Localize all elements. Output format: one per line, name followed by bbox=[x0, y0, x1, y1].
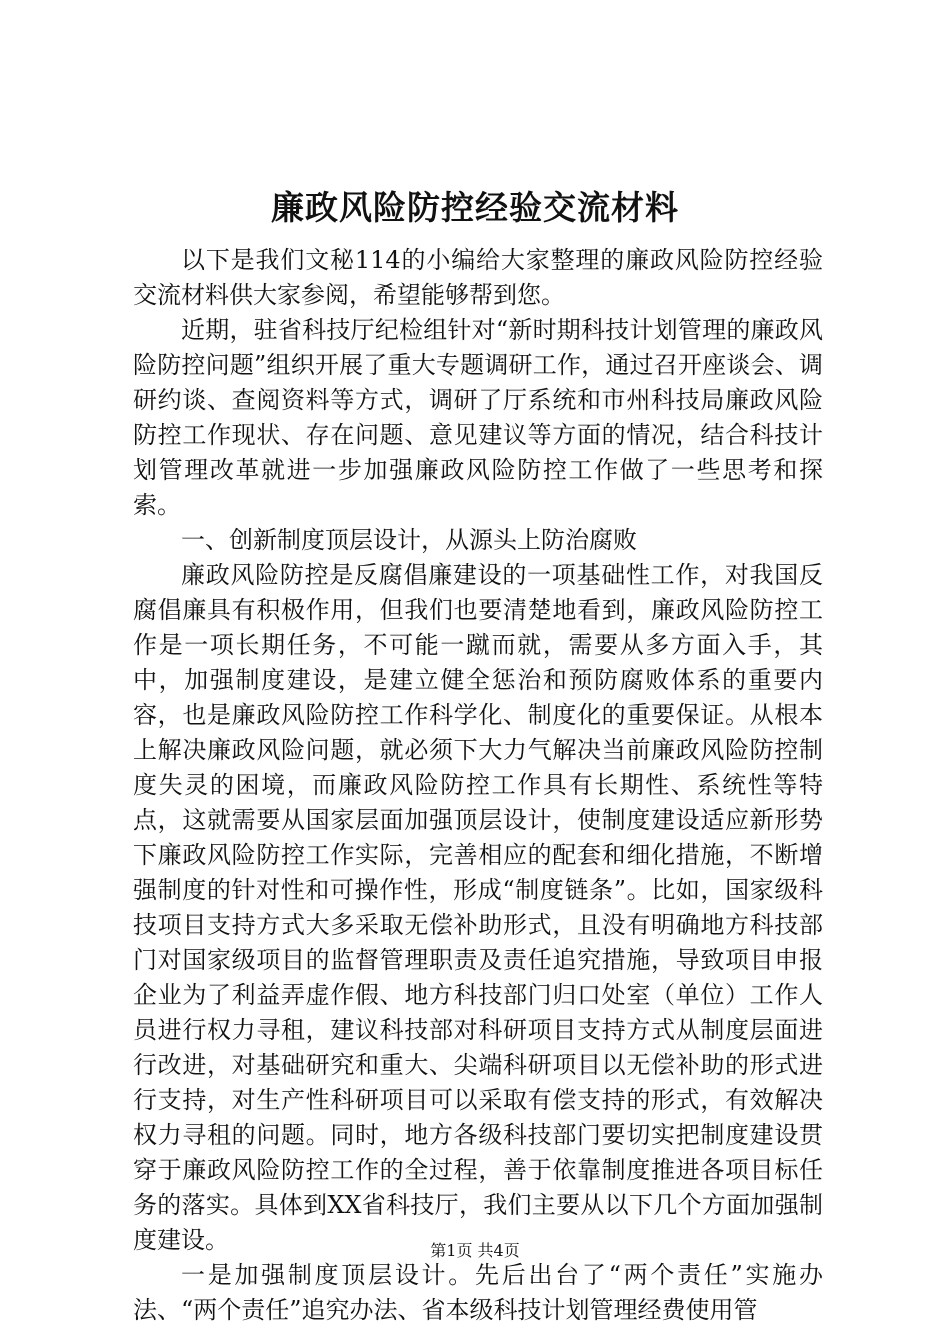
document-title: 廉政风险防控经验交流材料 bbox=[271, 188, 679, 227]
section-1-paragraph: 廉政风险防控是反腐倡廉建设的一项基础性工作，对我国反腐倡廉具有积极作用，但我们也要清楚地看到，廉政风险防控工作是一项长期任务，不可能一蹴而就，需要从多方面入手，其中，加强制度建设，是建立健全惩治和预防腐败体系的重要内容，也是廉政风险防控工作科学化、制度化的重要保证。从根本上解决廉政风险问题，就必须下大力气解决当前廉政风险防控制度失灵的困境，而廉政风险防控工作具有长期性、系统性等特点，这就需要从国家层面加强顶层设计，使制度建设适应新形势下廉政风险防控工作实际，完善相应的配套和细化措施，不断增强制度的针对性和可操作性，形成“制度链条”。比如，国家级科技项目支持方式大多采取无偿补助形式，且没有明确地方科技部门对国家级项目的监督管理职责及责任追究措施，导致项目申报企业为了利益弄虚作假、地方科技部门归口处室（单位）工作人员进行权力寻租，建议科技部对科研项目支持方式从制度层面进行改进，对基础研究和重大、尖端科研项目以无偿补助的形式进行支持，对生产性科研项目可以采取有偿支持的形式，有效解决权力寻租的问题。同时，地方各级科技部门要切实把制度建设贯穿于廉政风险防控工作的全过程，善于依靠制度推进各项目标任务的落实。具体到XX省科技厅，我们主要从以下几个方面加强制度建设。 bbox=[133, 561, 823, 1254]
measure-1-paragraph: 一是加强制度顶层设计。先后出台了“两个责任”实施办法、“两个责任”追究办法、省本级科技计划管理经费使用管 bbox=[133, 1261, 823, 1324]
document-body bbox=[133, 243, 823, 1328]
section-heading-1: 一、创新制度顶层设计，从源头上防治腐败 bbox=[181, 526, 637, 554]
intro-paragraph: 以下是我们文秘114的小编给大家整理的廉政风险防控经验交流材料供大家参阅，希望能够帮到您。 bbox=[133, 246, 823, 309]
page-footer: 第1页 共4页 bbox=[430, 1241, 520, 1260]
background-paragraph: 近期，驻省科技厅纪检组针对“新时期科技计划管理的廉政风险防控问题”组织开展了重大专题调研工作，通过召开座谈会、调研约谈、查阅资料等方式，调研了厅系统和市州科技局廉政风险防控工作现状、存在问题、意见建议等方面的情况，结合科技计划管理改革就进一步加强廉政风险防控工作做了一些思考和探索。 bbox=[133, 316, 823, 519]
